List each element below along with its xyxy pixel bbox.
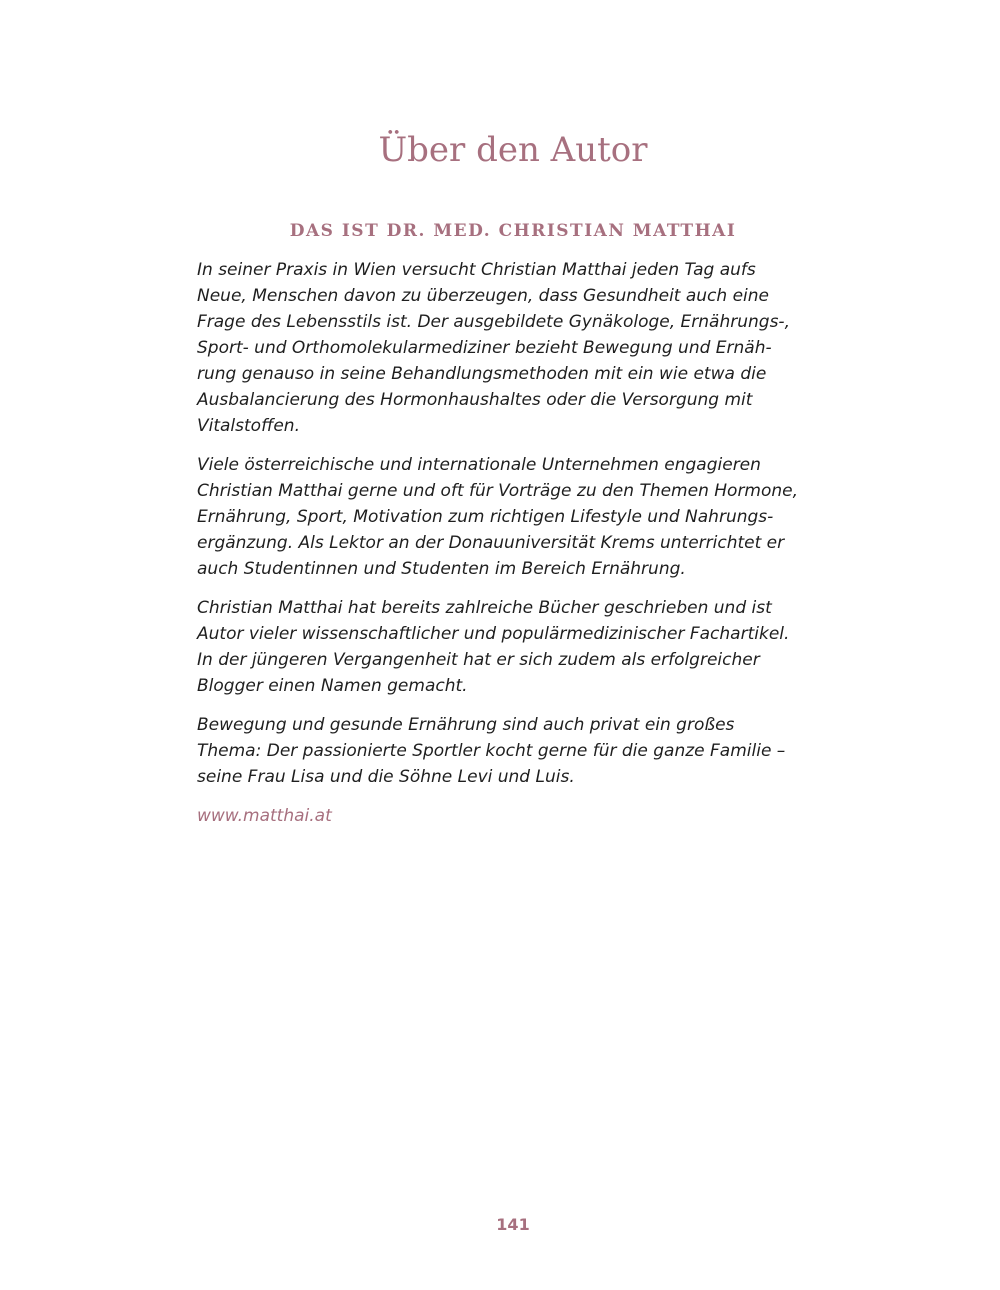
page-number: 141 — [496, 1215, 530, 1234]
page-title: Über den Autor — [378, 130, 648, 170]
bio-paragraph-2: Viele österreichische und internationale Unternehmen engagieren Christian Matthai gerne und oft für Vorträge zu den Themen Hormone, Ernährung, Sport, Motivation zum richtigen Lifestyle und Nahrungs- ergänzung. Als Lektor an der Donauuniversität Krems unterrichtet er auch Studentinnen und Studenten im Bereich Ernährung. — [197, 455, 799, 579]
bio-paragraph-1: In seiner Praxis in Wien versucht Christian Matthai jeden Tag aufs Neue, Menschen davon zu überzeugen, dass Gesundheit auch eine Frage des Lebensstils ist. Der ausgebildete Gynäkologe, Ernährungs-, Sport- und Orthomolekularmediziner bezieht Bewegung und Ernäh- rung genauso in seine Behandlungsmethoden mit ein wie etwa die Ausbalancierung des Hormonhaushaltes oder die Versorgung mit Vitalstoffen. — [197, 260, 790, 436]
author-subtitle: DAS IST DR. MED. CHRISTIAN MATTHAI — [289, 221, 737, 241]
bio-paragraph-4: Bewegung und gesunde Ernährung sind auch privat ein großes Thema: Der passionierte Sportler kocht gerne für die ganze Familie – seine Frau Lisa und die Söhne Levi und Luis. — [197, 715, 786, 787]
website-link[interactable]: www.matthai.at — [197, 806, 332, 826]
author-bio — [197, 257, 837, 829]
bio-paragraph-3: Christian Matthai hat bereits zahlreiche Bücher geschrieben und ist Autor vieler wissenschaftlicher und populärmedizinischer Fachartikel. In der jüngeren Vergangenheit hat er sich zudem als erfolgreicher Blogger einen Namen gemacht. — [197, 598, 790, 696]
